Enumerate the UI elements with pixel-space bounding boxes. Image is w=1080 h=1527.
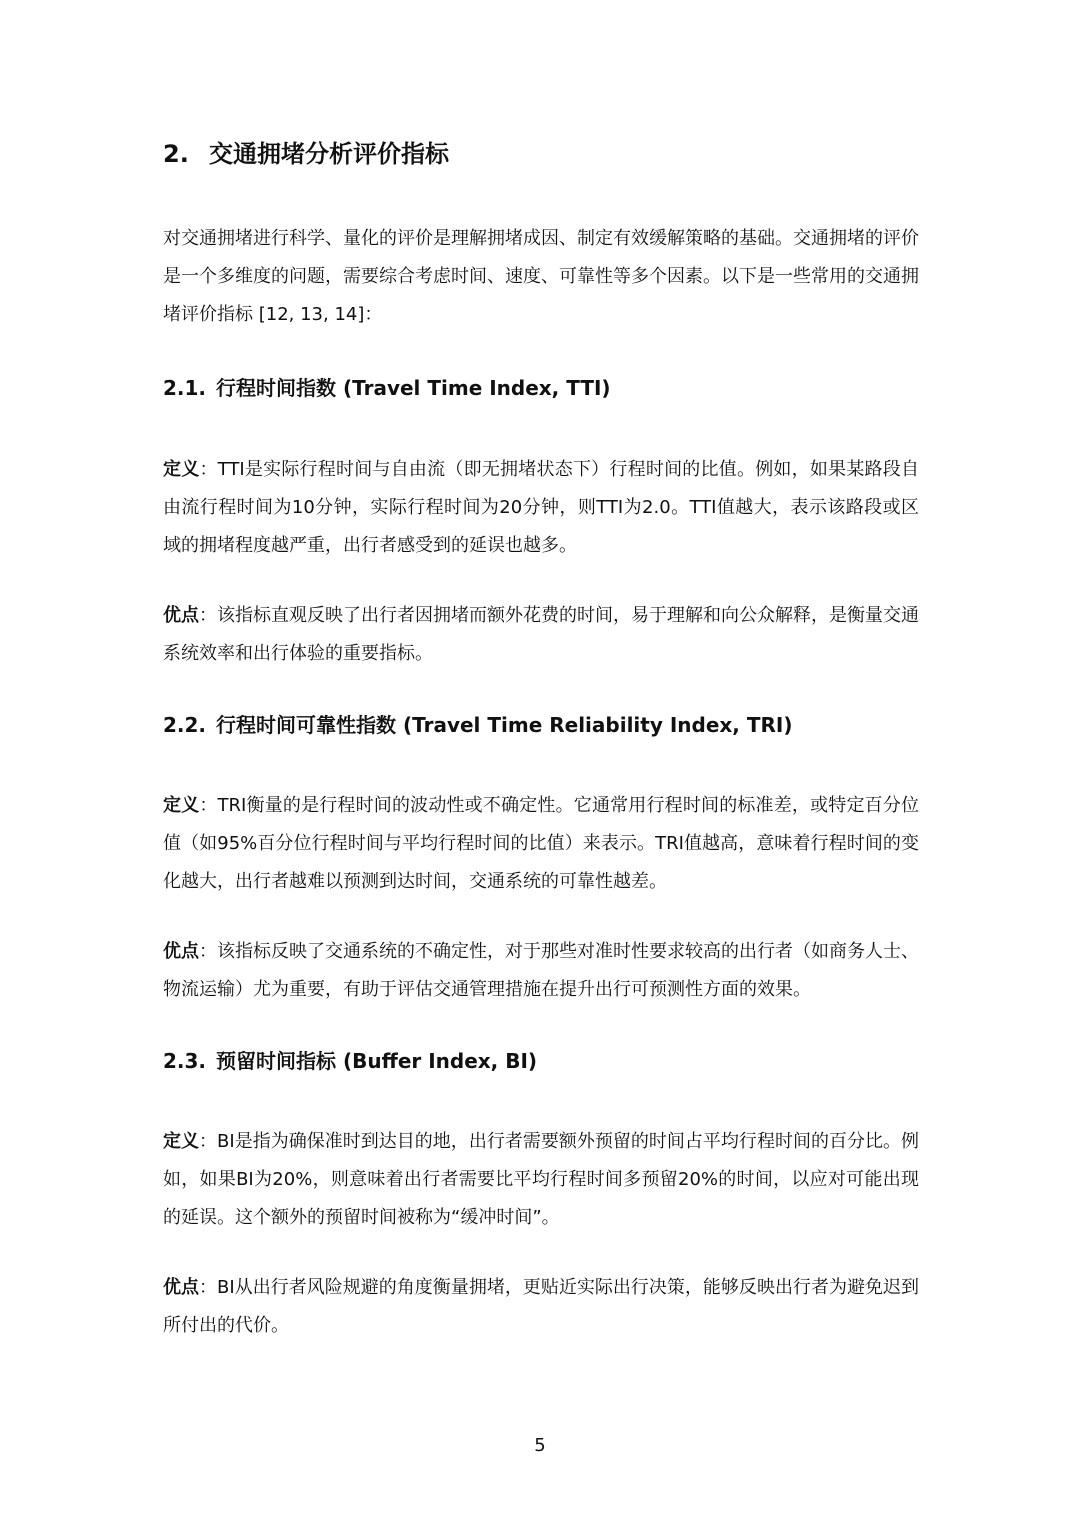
definition-text: ：BI是指为确保准时到达目的地，出行者需要额外预留的时间占平均行程时间的百分比。例如，如果BI为20%，则意味着出行者需要比平均行程时间多预留20%的时间，以应对可能出现的延误。这个额外的预留时间被称为“缓冲时间”。 xyxy=(163,1131,920,1228)
definition-text: ：TRI衡量的是行程时间的波动性或不确定性。它通常用行程时间的标准差，或特定百分位值（如95%百分位行程时间与平均行程时间的比值）来表示。TRI值越高，意味着行程时间的变化越大，出行者越难以预测到达时间，交通系统的可靠性越差。 xyxy=(163,795,919,892)
subsection-title: 行程时间指数 (Travel Time Index, TTI) xyxy=(216,376,611,400)
subsection-heading-bi xyxy=(163,1046,919,1076)
tti-advantage xyxy=(163,597,919,673)
subsection-number: 2.2. xyxy=(163,713,207,737)
subsection-number: 2.1. xyxy=(163,376,207,400)
subsection-heading-tri xyxy=(163,710,919,740)
advantage-text: ：BI从出行者风险规避的角度衡量拥堵，更贴近实际出行决策，能够反映出行者为避免迟到所付出的代价。 xyxy=(163,1277,920,1336)
tri-definition xyxy=(163,787,919,901)
page-number: 5 xyxy=(534,1435,546,1456)
advantage-text: ：该指标反映了交通系统的不确定性，对于那些对准时性要求较高的出行者（如商务人士、物流运输）尤为重要，有助于评估交通管理措施在提升出行可预测性方面的效果。 xyxy=(163,941,919,1000)
advantage-label: 优点 xyxy=(163,1277,200,1298)
section-number: 2. xyxy=(163,140,189,168)
definition-label: 定义 xyxy=(163,459,200,480)
advantage-text: ：该指标直观反映了出行者因拥堵而额外花费的时间，易于理解和向公众解释，是衡量交通系统效率和出行体验的重要指标。 xyxy=(163,605,919,664)
subsection-title: 预留时间指标 (Buffer Index, BI) xyxy=(216,1049,538,1073)
subsection-title: 行程时间可靠性指数 (Travel Time Reliability Index, TRI) xyxy=(216,713,793,737)
bi-definition xyxy=(163,1123,919,1237)
section-heading xyxy=(163,136,919,172)
tti-definition xyxy=(163,451,919,565)
section-intro: 对交通拥堵进行科学、量化的评价是理解拥堵成因、制定有效缓解策略的基础。交通拥堵的评价是一个多维度的问题，需要综合考虑时间、速度、可靠性等多个因素。以下是一些常用的交通拥堵评价指标 [12, 13, 14]： xyxy=(163,228,919,325)
definition-text: ：TTI是实际行程时间与自由流（即无拥堵状态下）行程时间的比值。例如，如果某路段自由流行程时间为10分钟，实际行程时间为20分钟，则TTI为2.0。TTI值越大，表示该路段或区域的拥堵程度越严重，出行者感受到的延误也越多。 xyxy=(163,459,919,556)
definition-label: 定义 xyxy=(163,1131,200,1152)
subsection-heading-tti xyxy=(163,373,919,403)
advantage-label: 优点 xyxy=(163,941,199,962)
tri-advantage xyxy=(163,933,919,1009)
section-title: 交通拥堵分析评价指标 xyxy=(209,140,449,168)
definition-label: 定义 xyxy=(163,795,200,816)
subsection-number: 2.3. xyxy=(163,1049,207,1073)
advantage-label: 优点 xyxy=(163,605,199,626)
bi-advantage xyxy=(163,1269,919,1345)
